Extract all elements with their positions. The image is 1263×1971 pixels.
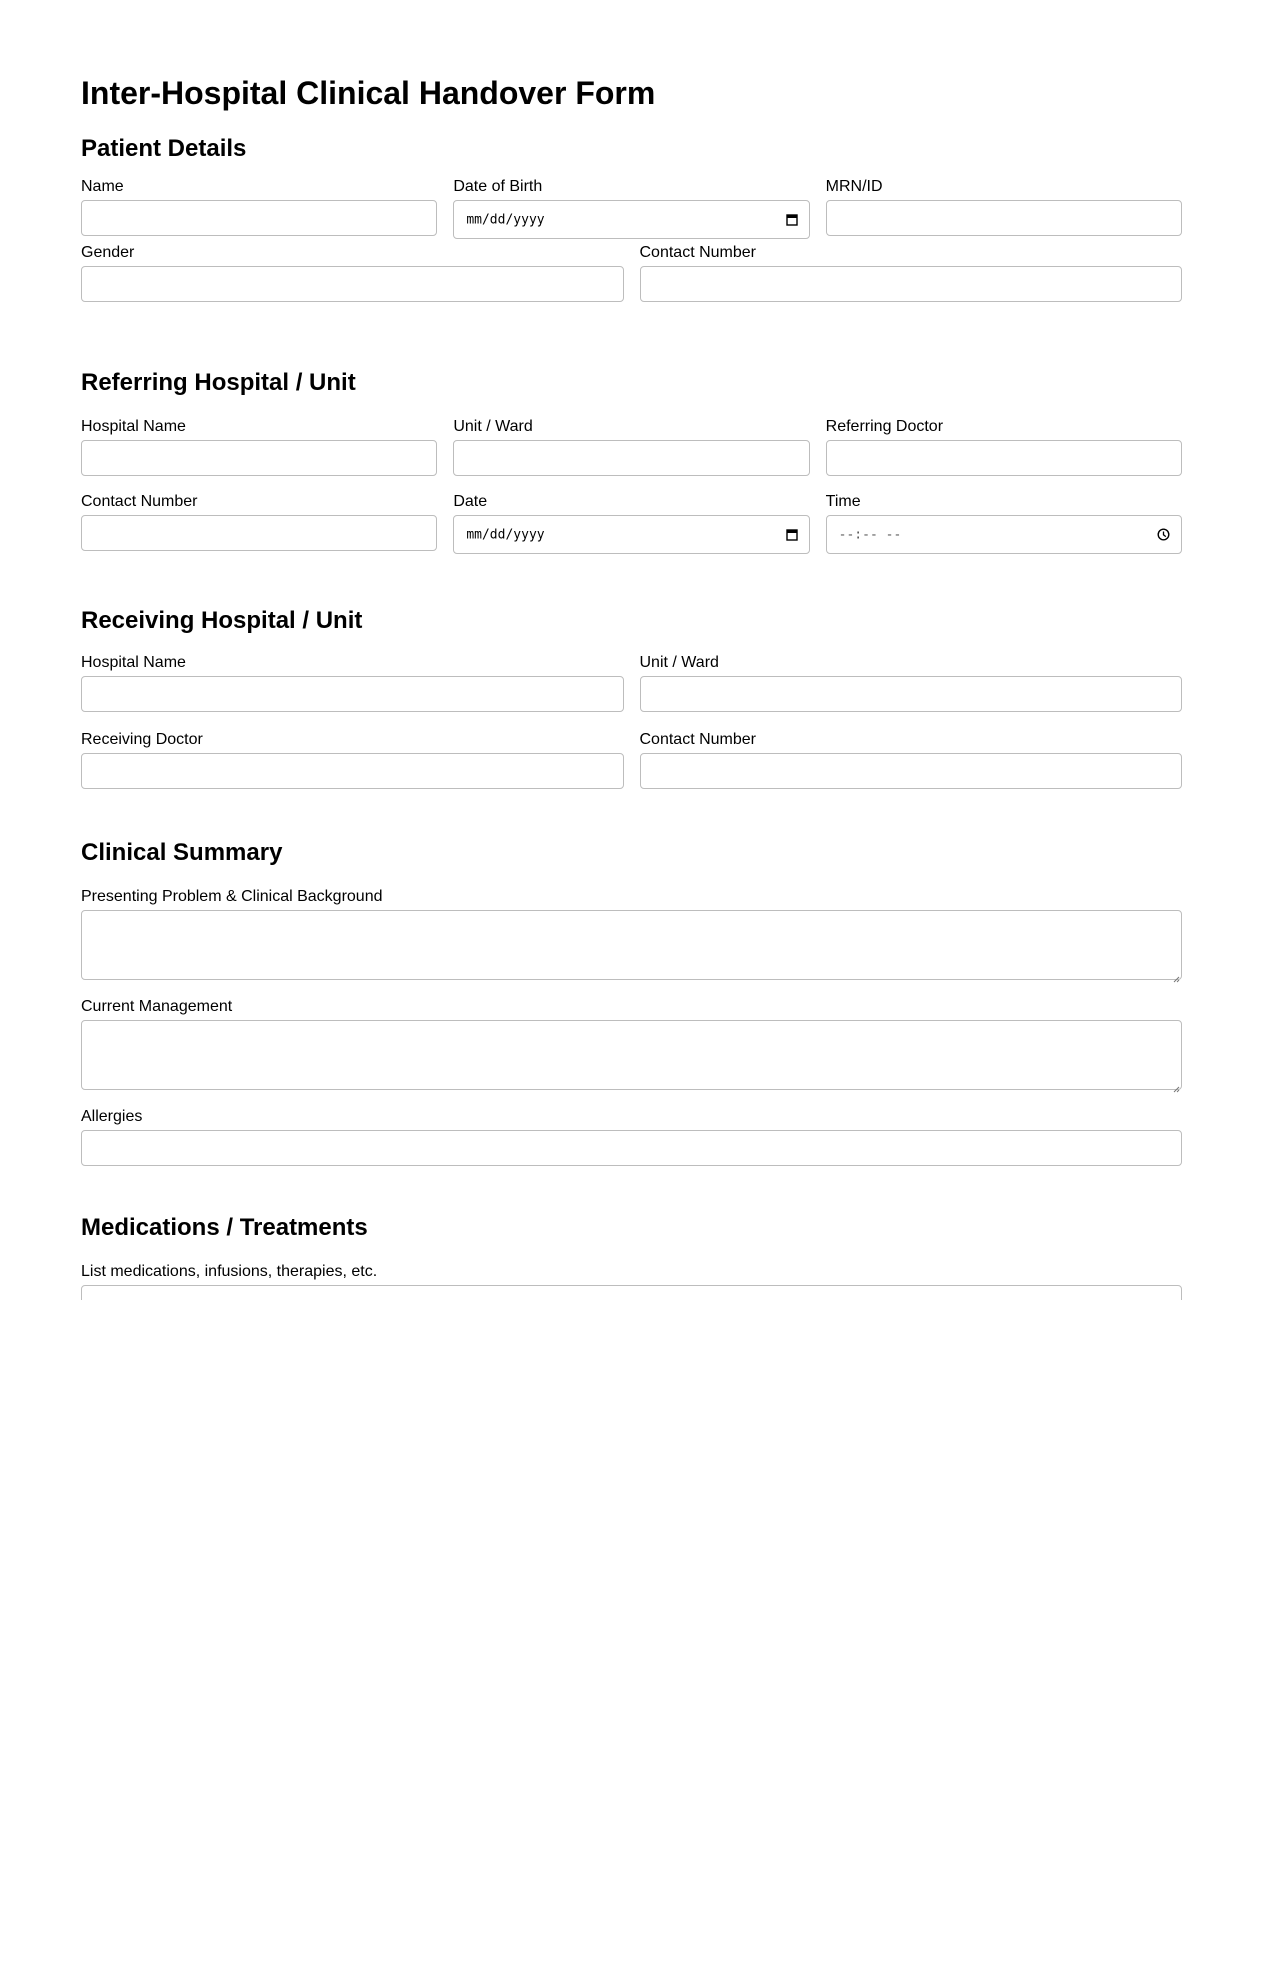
label-current-management: Current Management — [81, 998, 233, 1015]
calendar-icon[interactable] — [785, 528, 799, 542]
field-patient-contact — [640, 243, 1183, 302]
resize-grip-icon[interactable] — [1172, 1080, 1180, 1088]
label-presenting-problem: Presenting Problem & Clinical Background — [81, 888, 383, 905]
section-heading-medications: Medications / Treatments — [81, 1214, 368, 1241]
label-referring-date: Date — [453, 493, 488, 510]
section-referring — [81, 369, 1182, 554]
referring-row-1 — [81, 417, 1182, 476]
field-current-management — [81, 997, 1182, 1090]
label-medications-list: List medications, infusions, therapies, etc. — [81, 1263, 378, 1280]
field-patient-gender — [81, 243, 624, 302]
referring-doctor-input[interactable] — [826, 440, 1182, 476]
field-referring-time — [826, 492, 1182, 554]
field-presenting-problem — [81, 887, 1182, 980]
label-referring-contact: Contact Number — [81, 493, 198, 510]
label-patient-contact: Contact Number — [639, 244, 756, 261]
label-receiving-doctor: Receiving Doctor — [81, 731, 203, 748]
field-receiving-hospital — [81, 653, 624, 712]
receiving-hospital-input[interactable] — [81, 676, 624, 712]
time-placeholder: --:-- -- — [838, 527, 902, 542]
referring-unit-input[interactable] — [453, 440, 809, 476]
label-patient-mrn: MRN/ID — [825, 178, 883, 195]
patient-dob-input[interactable] — [453, 200, 809, 239]
allergies-input[interactable] — [81, 1130, 1182, 1166]
referring-hospital-input[interactable] — [81, 440, 437, 476]
section-patient-details — [81, 135, 1182, 302]
referring-contact-input[interactable] — [81, 515, 437, 551]
section-heading-patient: Patient Details — [81, 135, 247, 162]
referring-time-input[interactable] — [826, 515, 1182, 554]
resize-grip-icon[interactable] — [1172, 970, 1180, 978]
presenting-problem-textarea[interactable] — [81, 910, 1182, 980]
field-referring-doctor — [826, 417, 1182, 476]
page-title: Inter-Hospital Clinical Handover Form — [81, 75, 656, 111]
patient-row-1 — [81, 177, 1182, 239]
patient-row-2 — [81, 243, 1182, 302]
section-receiving — [81, 607, 1182, 789]
label-receiving-hospital: Hospital Name — [81, 654, 186, 671]
field-allergies — [81, 1107, 1182, 1166]
label-receiving-contact: Contact Number — [639, 731, 756, 748]
date-placeholder: mm/dd/yyyy — [466, 527, 545, 542]
field-referring-hospital — [81, 417, 437, 476]
patient-name-input[interactable] — [81, 200, 437, 236]
dob-placeholder: mm/dd/yyyy — [466, 212, 545, 227]
field-patient-mrn — [826, 177, 1182, 239]
calendar-icon[interactable] — [785, 213, 799, 227]
section-heading-referring: Referring Hospital / Unit — [81, 369, 356, 396]
field-receiving-doctor — [81, 730, 624, 789]
label-patient-name: Name — [81, 178, 124, 195]
medications-textarea[interactable] — [81, 1285, 1182, 1300]
receiving-contact-input[interactable] — [640, 753, 1183, 789]
section-heading-receiving: Receiving Hospital / Unit — [81, 607, 363, 634]
label-referring-unit: Unit / Ward — [453, 418, 533, 435]
receiving-unit-input[interactable] — [640, 676, 1183, 712]
label-patient-dob: Date of Birth — [453, 178, 543, 195]
section-medications — [81, 1214, 1182, 1300]
field-medications-list — [81, 1262, 1182, 1300]
label-patient-gender: Gender — [81, 244, 135, 261]
receiving-row-2 — [81, 730, 1182, 789]
field-patient-name — [81, 177, 437, 239]
field-referring-unit — [453, 417, 809, 476]
field-referring-date — [453, 492, 809, 554]
patient-gender-input[interactable] — [81, 266, 624, 302]
label-referring-doctor: Referring Doctor — [825, 418, 944, 435]
label-referring-time: Time — [825, 493, 861, 510]
field-receiving-unit — [640, 653, 1183, 712]
referring-row-2 — [81, 492, 1182, 554]
patient-contact-input[interactable] — [640, 266, 1183, 302]
field-patient-dob — [453, 177, 809, 239]
label-referring-hospital: Hospital Name — [81, 418, 186, 435]
label-receiving-unit: Unit / Ward — [639, 654, 719, 671]
current-management-textarea[interactable] — [81, 1020, 1182, 1090]
receiving-row-1 — [81, 653, 1182, 712]
label-allergies: Allergies — [81, 1108, 143, 1125]
clock-icon[interactable] — [1157, 528, 1171, 542]
field-referring-contact — [81, 492, 437, 554]
field-receiving-contact — [640, 730, 1183, 789]
referring-date-input[interactable] — [453, 515, 809, 554]
section-heading-clinical: Clinical Summary — [81, 839, 283, 866]
patient-mrn-input[interactable] — [826, 200, 1182, 236]
section-clinical-summary — [81, 839, 1182, 1166]
receiving-doctor-input[interactable] — [81, 753, 624, 789]
